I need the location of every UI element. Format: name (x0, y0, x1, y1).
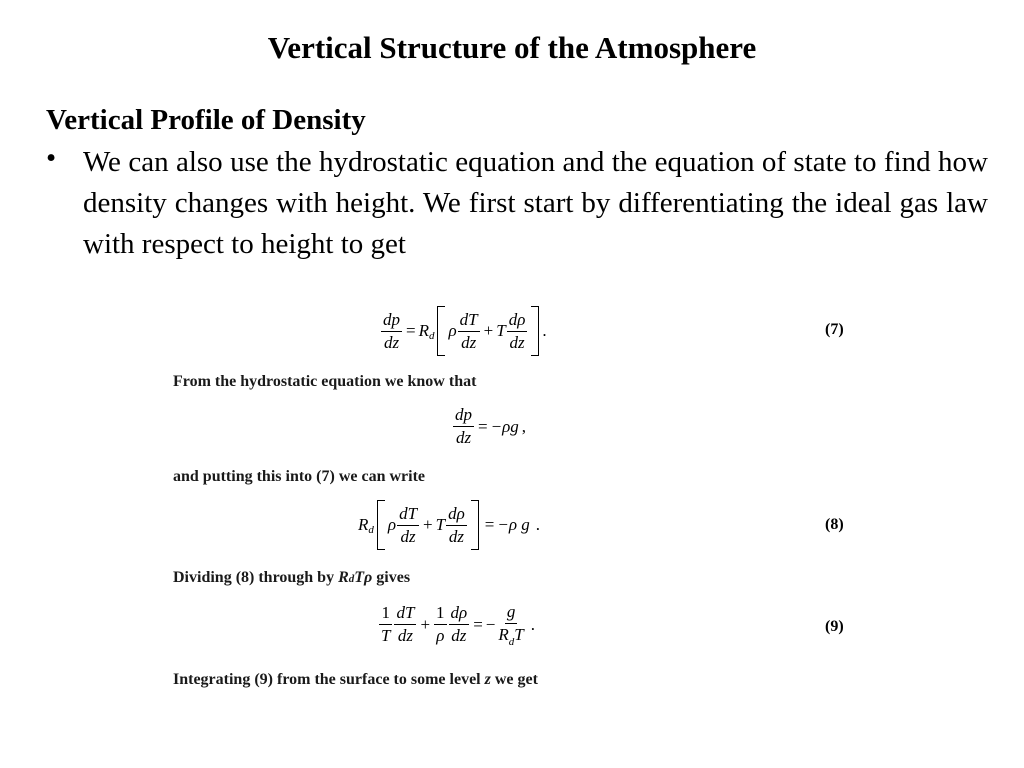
fraction-dT-dz-8: $\frac{dT}{dz}$ (399, 503, 418, 546)
equation-7: $\frac{dp}{dz}$ = R d ρ $\frac{dT}{dz}$ + T $\frac{d\rho}{dz}$ . (380, 306, 547, 356)
fraction-dT-dz-9: $\frac{dT}{dz}$ (396, 603, 415, 645)
equation-number-8: (8) (825, 516, 844, 533)
equation-number-7: (7) (825, 321, 844, 338)
left-bracket (437, 306, 445, 356)
equation-hydrostatic: $\frac{dp}{dz}$ = −ρg , (455, 405, 526, 447)
text-line-3: Dividing (8) through by RdTρ gives (173, 569, 411, 586)
fraction-drho-dz-8: $\frac{d\rho}{dz}$ (448, 503, 465, 546)
bullet-item (46, 142, 988, 265)
fraction-dp-dz-2: $\frac{dp}{dz}$ (455, 405, 472, 447)
fraction-dT-dz: $\frac{dT}{dz}$ (459, 309, 478, 352)
text-line-1: From the hydrostatic equation we know that (173, 373, 477, 390)
fraction-1-rho: $\frac{1}{\rho}$ (436, 603, 445, 645)
fraction-drho-dz-9: $\frac{d\rho}{dz}$ (450, 603, 468, 645)
fraction-1-T: $\frac{1}{T}$ (381, 603, 391, 645)
equation-number-9: (9) (825, 618, 844, 635)
equation-9: $\frac{1}{T}$ $\frac{dT}{dz}$ + $\frac{1}{\rho}$ $\frac{d\rho}{dz}$ = − $\frac{g}{R_dT}$ . (381, 602, 535, 648)
left-bracket-8 (377, 500, 385, 550)
slide-title: Vertical Structure of the Atmosphere (267, 30, 757, 65)
fraction-drho-dz: $\frac{d\rho}{dz}$ (508, 309, 526, 352)
text-line-4: Integrating (9) from the surface to some level z we get (173, 671, 538, 688)
bullet-marker: • (46, 142, 57, 174)
fraction-g-RdT: $\frac{g}{R_dT}$ (498, 602, 524, 648)
text-line-2: and putting this into (7) we can write (173, 468, 426, 485)
bullet-text: We can also use the hydrostatic equation and the equation of state to find how density changes with height. We first start by differentiating the ideal gas law with respect to height to get (83, 146, 988, 260)
section-heading: Vertical Profile of Density (46, 104, 366, 136)
equation-8: R d ρ $\frac{dT}{dz}$ + T $\frac{d\rho}{dz}$ = −ρ g . (358, 500, 540, 550)
fraction-dp-dz: $\frac{dp}{dz}$ (383, 309, 400, 352)
right-bracket-8 (471, 500, 479, 550)
right-bracket (531, 306, 539, 356)
